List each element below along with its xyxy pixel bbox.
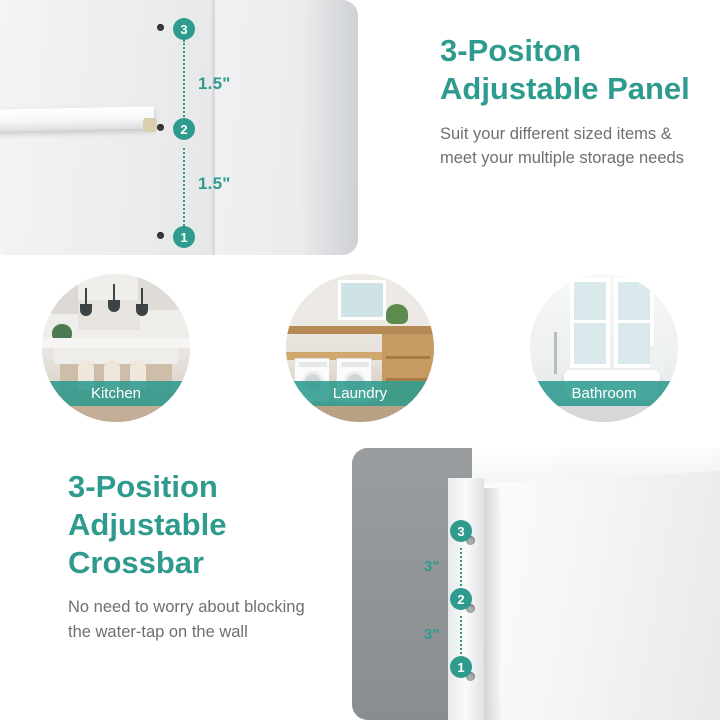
bottom-body-text: No need to worry about blocking the water-tap on the wall [68,598,305,642]
panel-dimension-label-upper: 1.5" [198,74,231,93]
scene-caption-kitchen: Kitchen [42,381,190,406]
laundry-window [338,280,386,320]
crossbar-position-marker-1: 1 [450,656,472,678]
bottom-text-block [68,468,323,645]
crossbar-post-shadow [484,488,502,720]
dryer-control-panel [341,362,369,367]
crossbar-dotted-line-lower [460,616,462,654]
crossbar-position-marker-2: 2 [450,588,472,610]
kitchen-counter [42,338,190,348]
panel-dimension-label-lower: 1.5" [198,174,231,193]
scene-bathroom [530,274,678,422]
laundry-plant [386,304,408,324]
bathroom-window-bar-right [614,320,654,323]
adjustable-panel-photo [0,0,358,255]
scene-laundry [286,274,434,422]
adjustable-crossbar-photo [352,448,720,720]
panel-mount-hole-2 [157,124,164,131]
bathroom-window-left [570,278,610,368]
panel-shelf-end-cap [143,118,157,132]
laundry-cabinet-shelf-1 [386,356,430,359]
top-heading: 3-Positon Adjustable Panel [440,33,690,106]
scene-kitchen [42,274,190,422]
scene-caption-bathroom: Bathroom [530,381,678,406]
crossbar-position-marker-3: 3 [450,520,472,542]
kitchen-upper-cabinet-left [48,274,78,314]
kitchen-pendant-light-3 [136,304,148,316]
top-text-block [440,32,710,171]
panel-right-shadow [300,0,358,255]
crossbar-dotted-line-upper [460,548,462,586]
panel-mount-hole-1 [157,232,164,239]
crossbar-white-panel [472,448,720,720]
kitchen-pendant-light-2 [108,300,120,312]
bathroom-faucet [554,332,557,374]
scene-caption-laundry: Laundry [286,381,434,406]
top-body-text: Suit your different sized items & meet your multiple storage needs [440,124,684,168]
crossbar-dimension-label-upper: 3" [424,558,440,575]
panel-position-marker-1: 1 [173,226,195,248]
washer-control-panel [299,362,327,367]
panel-position-marker-2: 2 [173,118,195,140]
bottom-heading: 3-Position Adjustable Crossbar [68,469,227,580]
bathroom-window-bar-left [570,320,610,323]
panel-position-marker-3: 3 [173,18,195,40]
kitchen-pendant-light-1 [80,304,92,316]
bathroom-window-right [614,278,654,368]
panel-shelf [0,106,154,131]
panel-mount-hole-3 [157,24,164,31]
laundry-wood-shelf [286,326,434,334]
panel-dotted-line-lower [183,148,185,234]
crossbar-dimension-label-lower: 3" [424,626,440,643]
